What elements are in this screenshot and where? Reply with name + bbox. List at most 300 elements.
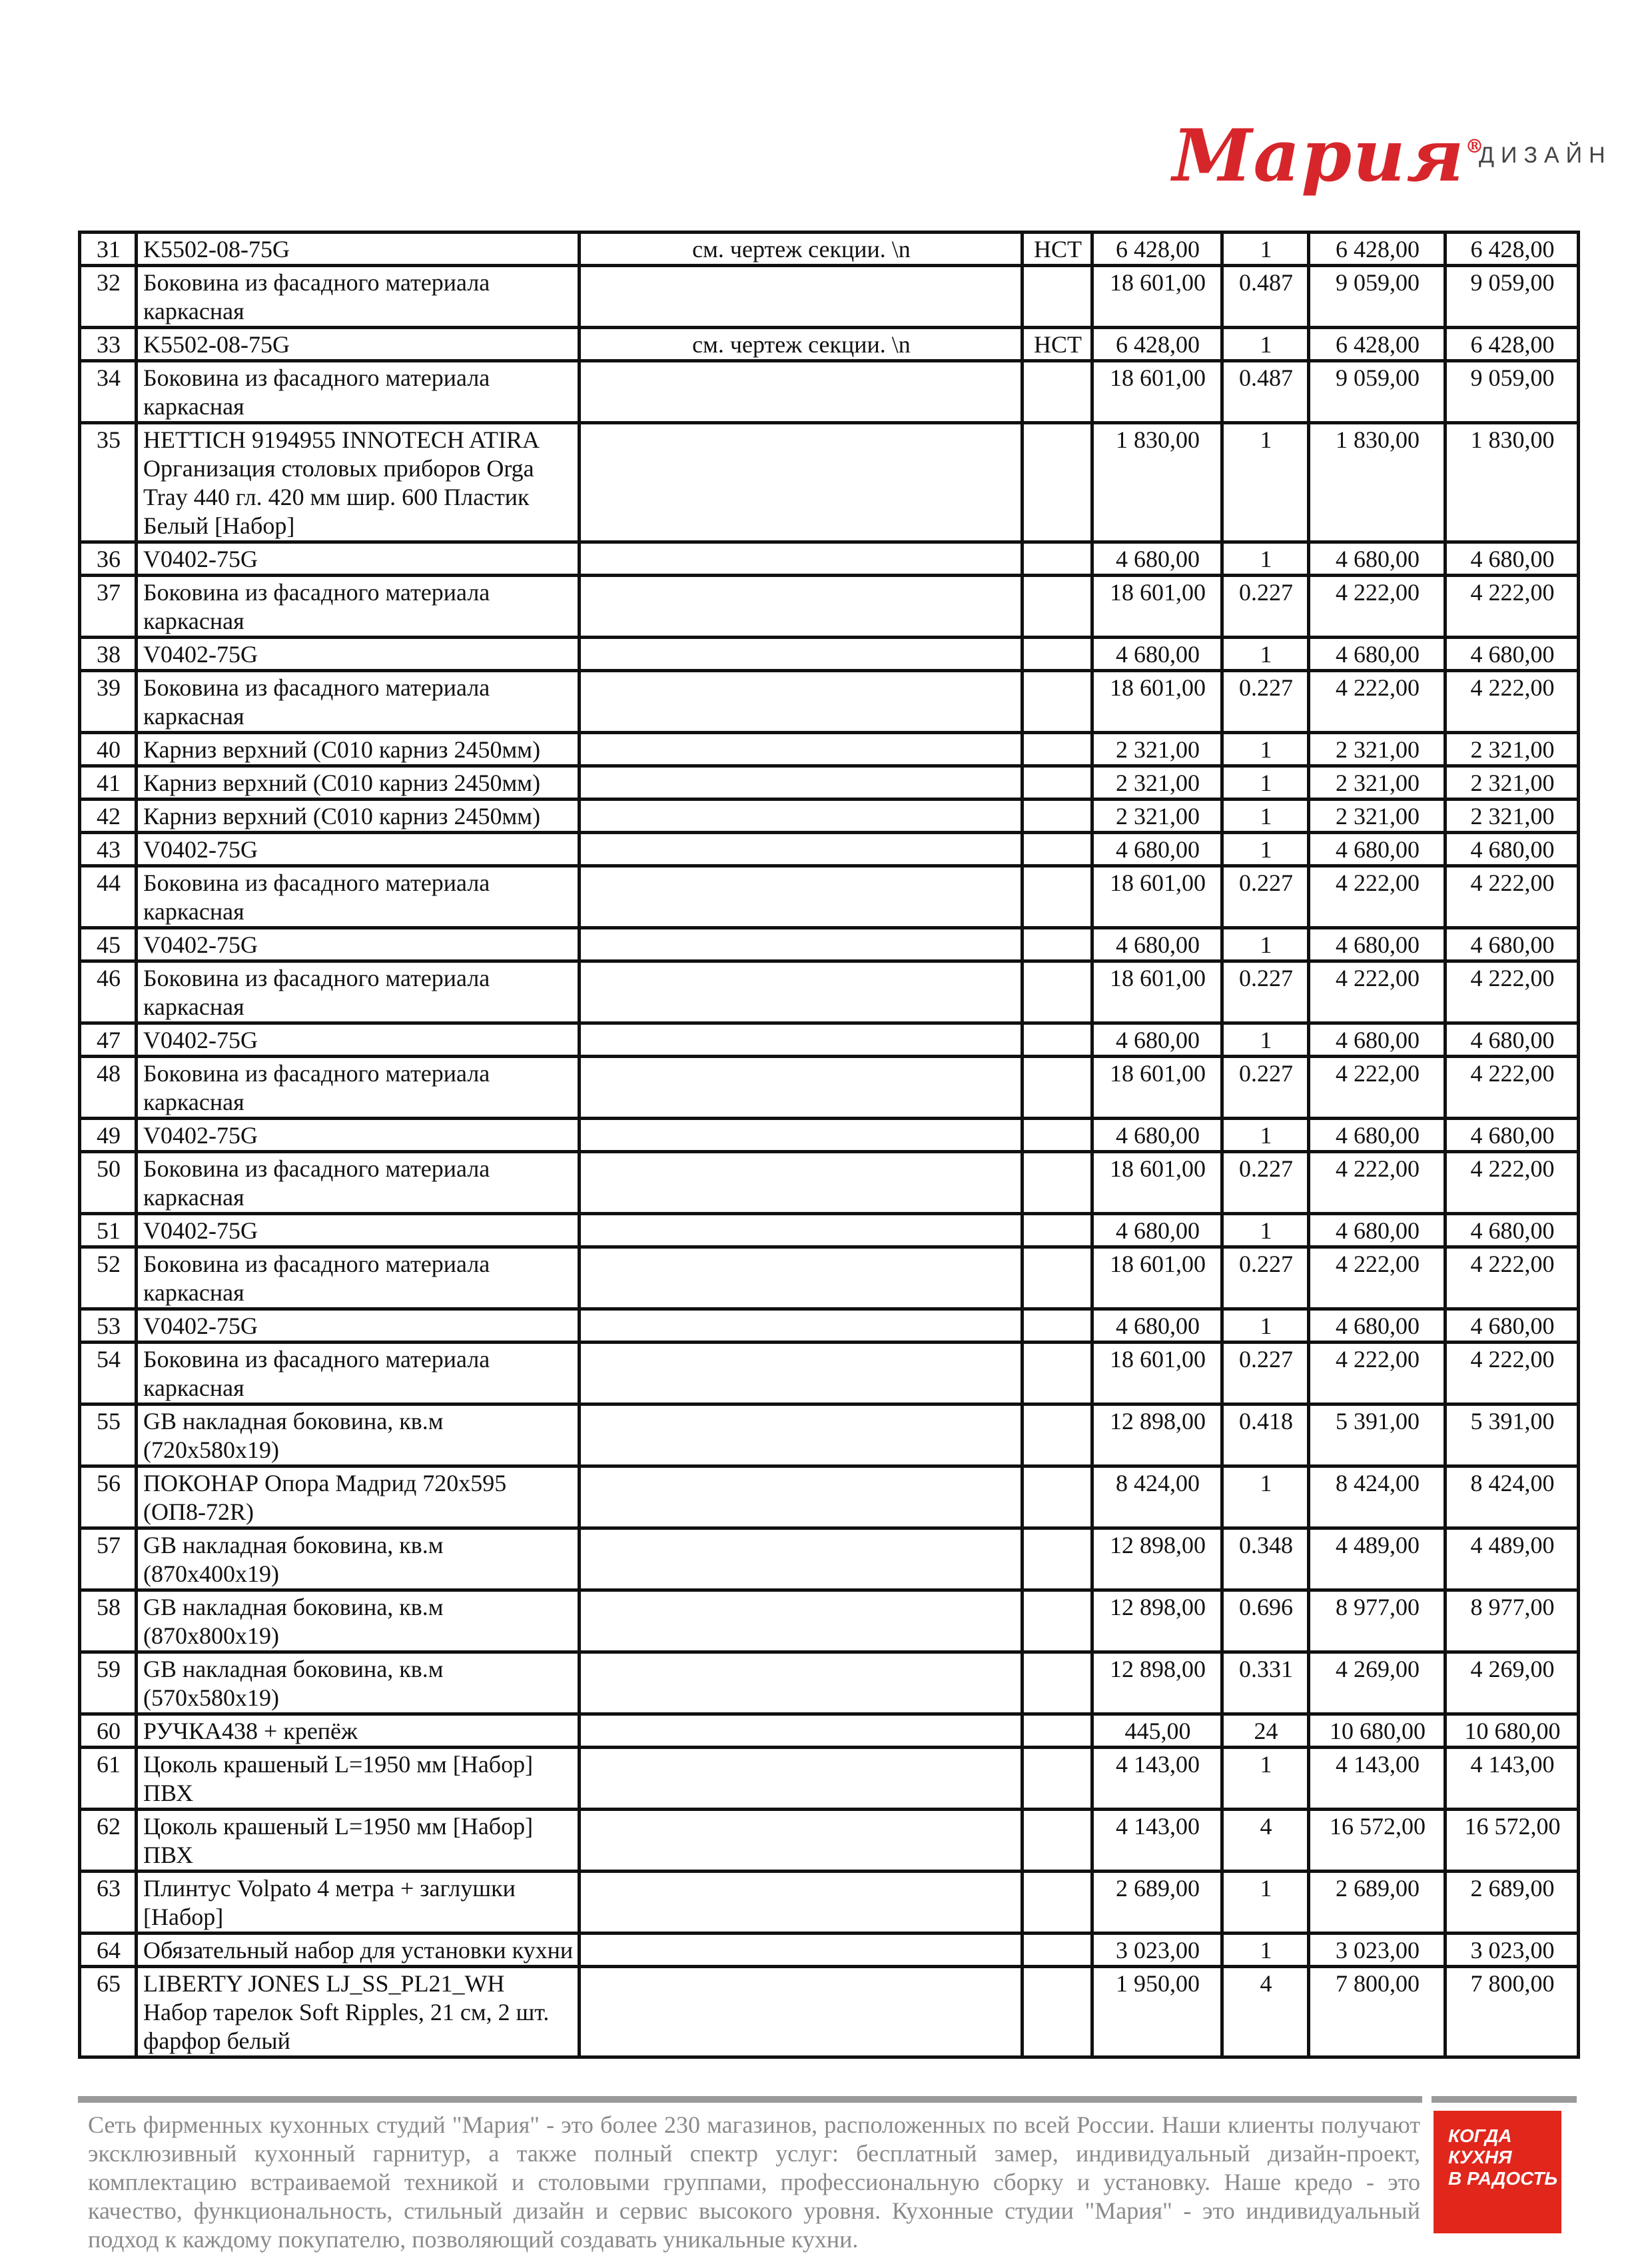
sum-cell: 4 222,00	[1309, 1057, 1446, 1119]
table-row	[80, 1119, 1579, 1152]
unit-price-cell: 6 428,00	[1092, 233, 1222, 266]
table-row	[80, 671, 1579, 733]
unit-price-cell: 2 689,00	[1092, 1872, 1222, 1934]
item-name-cell: Цоколь крашеный L=1950 мм [Набор] ПВХ	[137, 1748, 580, 1810]
row-number-cell: 34	[80, 361, 137, 423]
sum-cell: 7 800,00	[1309, 1967, 1446, 2057]
total-cell: 4 680,00	[1446, 928, 1579, 961]
unit-cell	[1023, 1652, 1092, 1714]
item-note-cell	[580, 833, 1023, 866]
item-note-cell	[580, 766, 1023, 800]
item-name-cell: Боковина из фасадного материала каркасная	[137, 1247, 580, 1309]
row-number-cell: 64	[80, 1934, 137, 1967]
quantity-cell: 1	[1222, 1119, 1309, 1152]
total-cell: 4 489,00	[1446, 1528, 1579, 1590]
quantity-cell: 0.227	[1222, 576, 1309, 638]
total-cell: 4 222,00	[1446, 866, 1579, 928]
total-cell: 4 680,00	[1446, 833, 1579, 866]
table-row	[80, 1023, 1579, 1057]
table-row	[80, 1652, 1579, 1714]
sum-cell: 2 321,00	[1309, 800, 1446, 833]
unit-cell	[1023, 361, 1092, 423]
unit-cell	[1023, 671, 1092, 733]
sum-cell: 16 572,00	[1309, 1810, 1446, 1872]
unit-cell	[1023, 423, 1092, 542]
item-name-cell: GB накладная боковина, кв.м (870x400x19)	[137, 1528, 580, 1590]
quantity-cell: 24	[1222, 1714, 1309, 1748]
item-note-cell	[580, 1309, 1023, 1343]
item-name-cell: V0402-75G	[137, 1309, 580, 1343]
quantity-cell: 1	[1222, 1934, 1309, 1967]
sum-cell: 6 428,00	[1309, 233, 1446, 266]
unit-price-cell: 1 950,00	[1092, 1967, 1222, 2057]
total-cell: 4 680,00	[1446, 542, 1579, 576]
item-note-cell	[580, 1810, 1023, 1872]
table-row	[80, 576, 1579, 638]
unit-cell	[1023, 1810, 1092, 1872]
sum-cell: 4 222,00	[1309, 1343, 1446, 1405]
row-number-cell: 44	[80, 866, 137, 928]
total-cell: 9 059,00	[1446, 266, 1579, 328]
row-number-cell: 56	[80, 1466, 137, 1528]
item-name-cell: GB накладная боковина, кв.м (570x580x19)	[137, 1652, 580, 1714]
unit-cell	[1023, 1748, 1092, 1810]
row-number-cell: 57	[80, 1528, 137, 1590]
item-name-cell: GB накладная боковина, кв.м (870x800x19)	[137, 1590, 580, 1652]
unit-price-cell: 12 898,00	[1092, 1528, 1222, 1590]
item-note-cell	[580, 1528, 1023, 1590]
sum-cell: 2 689,00	[1309, 1872, 1446, 1934]
row-number-cell: 38	[80, 638, 137, 671]
unit-price-cell: 18 601,00	[1092, 361, 1222, 423]
unit-cell	[1023, 1214, 1092, 1247]
total-cell: 8 424,00	[1446, 1466, 1579, 1528]
row-number-cell: 35	[80, 423, 137, 542]
unit-cell	[1023, 766, 1092, 800]
footer-company-text: Сеть фирменных кухонных студий "Мария" - это более 230 магазинов, расположенных по всей России. Наши клиенты получают эксклюзивный кухонный гарнитур, а также полный спектр услуг: бесплатный замер, индивидуальный дизайн-проект, комплектацию встраиваемой техникой и столовыми группами, профессиональную сборку и установку. Наше кредо - это качество, функциональность, стильный дизайн и сервис высокого уровня. Кухонные студии "Мария" - это индивидуальный подход к каждому покупателю, позволяющий создавать уникальные кухни.	[88, 2111, 1420, 2253]
total-cell: 6 428,00	[1446, 233, 1579, 266]
unit-price-cell: 4 680,00	[1092, 542, 1222, 576]
sum-cell: 4 680,00	[1309, 1023, 1446, 1057]
item-name-cell: GB накладная боковина, кв.м (720x580x19)	[137, 1405, 580, 1466]
quantity-cell: 1	[1222, 928, 1309, 961]
table-row	[80, 1590, 1579, 1652]
table-row	[80, 1343, 1579, 1405]
item-name-cell: Боковина из фасадного материала каркасная	[137, 1152, 580, 1214]
quantity-cell: 0.487	[1222, 266, 1309, 328]
row-number-cell: 43	[80, 833, 137, 866]
sum-cell: 1 830,00	[1309, 423, 1446, 542]
unit-price-cell: 18 601,00	[1092, 1057, 1222, 1119]
unit-price-cell: 2 321,00	[1092, 733, 1222, 766]
sum-cell: 4 222,00	[1309, 961, 1446, 1023]
table-row	[80, 1247, 1579, 1309]
item-name-cell: Боковина из фасадного материала каркасная	[137, 866, 580, 928]
sum-cell: 4 269,00	[1309, 1652, 1446, 1714]
total-cell: 4 222,00	[1446, 961, 1579, 1023]
row-number-cell: 60	[80, 1714, 137, 1748]
sum-cell: 3 023,00	[1309, 1934, 1446, 1967]
sum-cell: 2 321,00	[1309, 766, 1446, 800]
unit-cell	[1023, 1057, 1092, 1119]
quantity-cell: 1	[1222, 800, 1309, 833]
table-row	[80, 542, 1579, 576]
table-row	[80, 328, 1579, 361]
slogan-line: КОГДА	[1448, 2125, 1512, 2146]
table-row	[80, 638, 1579, 671]
row-number-cell: 61	[80, 1748, 137, 1810]
item-note-cell	[580, 542, 1023, 576]
sum-cell: 5 391,00	[1309, 1405, 1446, 1466]
table-row	[80, 423, 1579, 542]
table-row	[80, 928, 1579, 961]
quantity-cell: 0.227	[1222, 671, 1309, 733]
sum-cell: 8 977,00	[1309, 1590, 1446, 1652]
unit-cell	[1023, 1466, 1092, 1528]
item-note-cell	[580, 1748, 1023, 1810]
total-cell: 4 269,00	[1446, 1652, 1579, 1714]
unit-price-cell: 8 424,00	[1092, 1466, 1222, 1528]
item-name-cell: Боковина из фасадного материала каркасная	[137, 671, 580, 733]
table-row	[80, 1057, 1579, 1119]
unit-price-cell: 2 321,00	[1092, 800, 1222, 833]
total-cell: 4 680,00	[1446, 638, 1579, 671]
item-note-cell	[580, 1057, 1023, 1119]
sum-cell: 4 680,00	[1309, 928, 1446, 961]
total-cell: 1 830,00	[1446, 423, 1579, 542]
unit-cell	[1023, 1590, 1092, 1652]
unit-price-cell: 18 601,00	[1092, 1152, 1222, 1214]
row-number-cell: 58	[80, 1590, 137, 1652]
sum-cell: 6 428,00	[1309, 328, 1446, 361]
item-note-cell	[580, 1652, 1023, 1714]
table-row	[80, 1528, 1579, 1590]
quantity-cell: 4	[1222, 1967, 1309, 2057]
row-number-cell: 40	[80, 733, 137, 766]
item-name-cell: LIBERTY JONES LJ_SS_PL21_WH Набор тарелок Soft Ripples, 21 см, 2 шт. фарфор белый	[137, 1967, 580, 2057]
item-note-cell: см. чертеж секции. \n	[580, 233, 1023, 266]
item-name-cell: Обязательный набор для установки кухни	[137, 1934, 580, 1967]
sum-cell: 4 680,00	[1309, 638, 1446, 671]
row-number-cell: 63	[80, 1872, 137, 1934]
quantity-cell: 1	[1222, 328, 1309, 361]
sum-cell: 4 489,00	[1309, 1528, 1446, 1590]
quantity-cell: 0.227	[1222, 1343, 1309, 1405]
quantity-cell: 4	[1222, 1810, 1309, 1872]
item-name-cell: V0402-75G	[137, 542, 580, 576]
item-note-cell	[580, 1967, 1023, 2057]
quantity-cell: 0.696	[1222, 1590, 1309, 1652]
unit-cell	[1023, 1152, 1092, 1214]
sum-cell: 4 222,00	[1309, 671, 1446, 733]
item-note-cell	[580, 1152, 1023, 1214]
unit-price-cell: 4 680,00	[1092, 833, 1222, 866]
row-number-cell: 46	[80, 961, 137, 1023]
specification-table	[78, 231, 1580, 2059]
item-name-cell: V0402-75G	[137, 638, 580, 671]
quantity-cell: 1	[1222, 233, 1309, 266]
total-cell: 8 977,00	[1446, 1590, 1579, 1652]
table-row	[80, 1714, 1579, 1748]
unit-cell	[1023, 1023, 1092, 1057]
unit-cell: НСТ	[1023, 233, 1092, 266]
unit-cell	[1023, 928, 1092, 961]
unit-price-cell: 3 023,00	[1092, 1934, 1222, 1967]
unit-price-cell: 1 830,00	[1092, 423, 1222, 542]
item-note-cell	[580, 1714, 1023, 1748]
row-number-cell: 50	[80, 1152, 137, 1214]
item-name-cell: K5502-08-75G	[137, 328, 580, 361]
item-name-cell: Боковина из фасадного материала каркасная	[137, 266, 580, 328]
unit-cell	[1023, 1967, 1092, 2057]
item-name-cell: Карниз верхний (C010 карниз 2450мм)	[137, 766, 580, 800]
row-number-cell: 54	[80, 1343, 137, 1405]
row-number-cell: 45	[80, 928, 137, 961]
total-cell: 4 143,00	[1446, 1748, 1579, 1810]
unit-price-cell: 445,00	[1092, 1714, 1222, 1748]
item-name-cell: HETTICH 9194955 INNOTECH ATIRA Организация столовых приборов Orga Tray 440 гл. 420 мм шир. 600 Пластик Белый [Набор]	[137, 423, 580, 542]
unit-cell	[1023, 1309, 1092, 1343]
table-row	[80, 1466, 1579, 1528]
unit-cell	[1023, 733, 1092, 766]
quantity-cell: 1	[1222, 542, 1309, 576]
unit-price-cell: 4 680,00	[1092, 1119, 1222, 1152]
row-number-cell: 41	[80, 766, 137, 800]
unit-cell	[1023, 1119, 1092, 1152]
quantity-cell: 0.227	[1222, 961, 1309, 1023]
quantity-cell: 0.331	[1222, 1652, 1309, 1714]
total-cell: 9 059,00	[1446, 361, 1579, 423]
table-row	[80, 961, 1579, 1023]
brand-script-name: Мария®	[1172, 114, 1485, 198]
total-cell: 10 680,00	[1446, 1714, 1579, 1748]
item-note-cell	[580, 638, 1023, 671]
item-note-cell	[580, 671, 1023, 733]
total-cell: 4 680,00	[1446, 1119, 1579, 1152]
table-row	[80, 833, 1579, 866]
unit-price-cell: 18 601,00	[1092, 671, 1222, 733]
row-number-cell: 53	[80, 1309, 137, 1343]
sum-cell: 4 680,00	[1309, 1119, 1446, 1152]
total-cell: 2 321,00	[1446, 733, 1579, 766]
total-cell: 4 222,00	[1446, 576, 1579, 638]
item-name-cell: Боковина из фасадного материала каркасная	[137, 1057, 580, 1119]
unit-price-cell: 18 601,00	[1092, 1343, 1222, 1405]
sum-cell: 4 222,00	[1309, 866, 1446, 928]
quantity-cell: 1	[1222, 766, 1309, 800]
item-name-cell: Боковина из фасадного материала каркасная	[137, 361, 580, 423]
quantity-cell: 0.227	[1222, 866, 1309, 928]
quantity-cell: 1	[1222, 1023, 1309, 1057]
row-number-cell: 52	[80, 1247, 137, 1309]
unit-price-cell: 12 898,00	[1092, 1405, 1222, 1466]
sum-cell: 9 059,00	[1309, 266, 1446, 328]
unit-cell	[1023, 1934, 1092, 1967]
item-note-cell	[580, 928, 1023, 961]
slogan-line: В РАДОСТЬ	[1448, 2168, 1558, 2189]
sum-cell: 4 222,00	[1309, 576, 1446, 638]
total-cell: 4 222,00	[1446, 1343, 1579, 1405]
total-cell: 6 428,00	[1446, 328, 1579, 361]
table-row	[80, 1810, 1579, 1872]
item-note-cell	[580, 1247, 1023, 1309]
quantity-cell: 0.227	[1222, 1057, 1309, 1119]
total-cell: 2 321,00	[1446, 800, 1579, 833]
item-note-cell	[580, 361, 1023, 423]
sum-cell: 10 680,00	[1309, 1714, 1446, 1748]
total-cell: 4 222,00	[1446, 1247, 1579, 1309]
table-row	[80, 266, 1579, 328]
unit-cell	[1023, 542, 1092, 576]
quantity-cell: 0.418	[1222, 1405, 1309, 1466]
item-name-cell: K5502-08-75G	[137, 233, 580, 266]
row-number-cell: 62	[80, 1810, 137, 1872]
quantity-cell: 0.487	[1222, 361, 1309, 423]
row-number-cell: 37	[80, 576, 137, 638]
quantity-cell: 1	[1222, 1309, 1309, 1343]
unit-cell	[1023, 866, 1092, 928]
slogan-line: КУХНЯ	[1448, 2147, 1512, 2167]
row-number-cell: 49	[80, 1119, 137, 1152]
unit-price-cell: 12 898,00	[1092, 1652, 1222, 1714]
quantity-cell: 1	[1222, 1466, 1309, 1528]
unit-cell	[1023, 1528, 1092, 1590]
unit-cell	[1023, 833, 1092, 866]
unit-price-cell: 18 601,00	[1092, 576, 1222, 638]
total-cell: 2 321,00	[1446, 766, 1579, 800]
item-name-cell: V0402-75G	[137, 1214, 580, 1247]
item-note-cell	[580, 1023, 1023, 1057]
unit-cell	[1023, 1343, 1092, 1405]
item-name-cell: ПОКОНАР Опора Мадрид 720x595 (ОП8-72R)	[137, 1466, 580, 1528]
row-number-cell: 32	[80, 266, 137, 328]
table-row	[80, 766, 1579, 800]
row-number-cell: 33	[80, 328, 137, 361]
table-row	[80, 1309, 1579, 1343]
unit-price-cell: 18 601,00	[1092, 961, 1222, 1023]
unit-cell	[1023, 266, 1092, 328]
unit-price-cell: 4 143,00	[1092, 1810, 1222, 1872]
item-note-cell	[580, 800, 1023, 833]
table-row	[80, 866, 1579, 928]
sum-cell: 4 680,00	[1309, 542, 1446, 576]
unit-price-cell: 4 680,00	[1092, 1214, 1222, 1247]
table-row	[80, 733, 1579, 766]
item-note-cell	[580, 423, 1023, 542]
sum-cell: 4 222,00	[1309, 1152, 1446, 1214]
quantity-cell: 0.348	[1222, 1528, 1309, 1590]
item-note-cell	[580, 733, 1023, 766]
item-name-cell: Боковина из фасадного материала каркасная	[137, 961, 580, 1023]
unit-price-cell: 4 680,00	[1092, 928, 1222, 961]
unit-cell	[1023, 961, 1092, 1023]
total-cell: 16 572,00	[1446, 1810, 1579, 1872]
item-note-cell	[580, 1405, 1023, 1466]
item-note-cell	[580, 1590, 1023, 1652]
unit-cell	[1023, 638, 1092, 671]
sum-cell: 4 680,00	[1309, 1309, 1446, 1343]
item-name-cell: V0402-75G	[137, 928, 580, 961]
quantity-cell: 1	[1222, 1214, 1309, 1247]
item-name-cell: V0402-75G	[137, 1023, 580, 1057]
table-row	[80, 1405, 1579, 1466]
table-row	[80, 800, 1579, 833]
quantity-cell: 1	[1222, 638, 1309, 671]
table-row	[80, 1748, 1579, 1810]
row-number-cell: 48	[80, 1057, 137, 1119]
table-row	[80, 1872, 1579, 1934]
row-number-cell: 36	[80, 542, 137, 576]
item-note-cell	[580, 866, 1023, 928]
total-cell: 5 391,00	[1446, 1405, 1579, 1466]
sum-cell: 4 222,00	[1309, 1247, 1446, 1309]
total-cell: 3 023,00	[1446, 1934, 1579, 1967]
unit-cell: НСТ	[1023, 328, 1092, 361]
sum-cell: 2 321,00	[1309, 733, 1446, 766]
sum-cell: 8 424,00	[1309, 1466, 1446, 1528]
unit-price-cell: 4 680,00	[1092, 1309, 1222, 1343]
unit-cell	[1023, 1714, 1092, 1748]
sum-cell: 9 059,00	[1309, 361, 1446, 423]
total-cell: 7 800,00	[1446, 1967, 1579, 2057]
table-row	[80, 1967, 1579, 2057]
brand-logo	[1172, 114, 1612, 207]
unit-price-cell: 12 898,00	[1092, 1590, 1222, 1652]
quantity-cell: 1	[1222, 733, 1309, 766]
item-name-cell: Боковина из фасадного материала каркасная	[137, 1343, 580, 1405]
quantity-cell: 0.227	[1222, 1247, 1309, 1309]
sum-cell: 4 680,00	[1309, 833, 1446, 866]
row-number-cell: 59	[80, 1652, 137, 1714]
item-name-cell: V0402-75G	[137, 1119, 580, 1152]
quantity-cell: 1	[1222, 833, 1309, 866]
total-cell: 4 222,00	[1446, 1152, 1579, 1214]
item-note-cell	[580, 1214, 1023, 1247]
row-number-cell: 55	[80, 1405, 137, 1466]
sum-cell: 4 143,00	[1309, 1748, 1446, 1810]
item-note-cell	[580, 1343, 1023, 1405]
unit-price-cell: 18 601,00	[1092, 866, 1222, 928]
table-row	[80, 233, 1579, 266]
item-note-cell	[580, 1872, 1023, 1934]
row-number-cell: 42	[80, 800, 137, 833]
item-name-cell: Карниз верхний (C010 карниз 2450мм)	[137, 800, 580, 833]
quantity-cell: 1	[1222, 1748, 1309, 1810]
item-note-cell	[580, 1119, 1023, 1152]
unit-cell	[1023, 1872, 1092, 1934]
row-number-cell: 39	[80, 671, 137, 733]
unit-price-cell: 4 680,00	[1092, 1023, 1222, 1057]
footer-divider	[78, 2096, 1577, 2103]
item-name-cell: Боковина из фасадного материала каркасная	[137, 576, 580, 638]
total-cell: 4 680,00	[1446, 1023, 1579, 1057]
item-note-cell	[580, 576, 1023, 638]
unit-price-cell: 18 601,00	[1092, 1247, 1222, 1309]
sum-cell: 4 680,00	[1309, 1214, 1446, 1247]
unit-price-cell: 6 428,00	[1092, 328, 1222, 361]
unit-cell	[1023, 576, 1092, 638]
unit-price-cell: 4 680,00	[1092, 638, 1222, 671]
row-number-cell: 31	[80, 233, 137, 266]
total-cell: 4 222,00	[1446, 1057, 1579, 1119]
unit-price-cell: 4 143,00	[1092, 1748, 1222, 1810]
quantity-cell: 1	[1222, 1872, 1309, 1934]
quantity-cell: 1	[1222, 423, 1309, 542]
slogan-badge	[1434, 2111, 1561, 2233]
unit-cell	[1023, 1405, 1092, 1466]
item-name-cell: V0402-75G	[137, 833, 580, 866]
table-row	[80, 1152, 1579, 1214]
